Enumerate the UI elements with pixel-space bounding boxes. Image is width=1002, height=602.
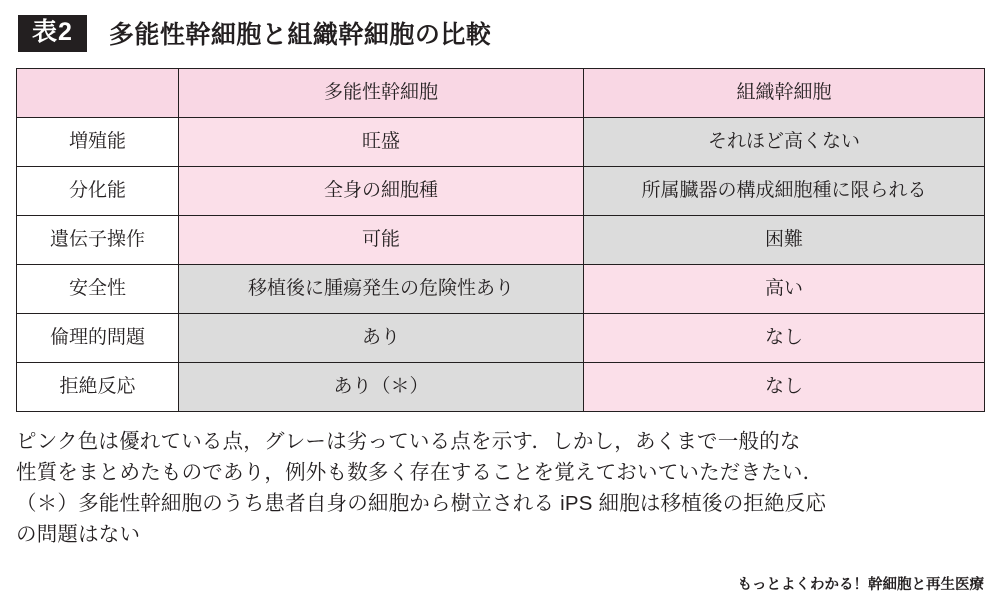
table-row xyxy=(17,314,985,363)
title-row xyxy=(18,10,986,56)
row-label: 増殖能 xyxy=(17,118,179,167)
cell-pluripotent: 全身の細胞種 xyxy=(179,167,584,216)
table-row xyxy=(17,363,985,412)
note-line: の問題はない xyxy=(16,523,141,547)
table-row xyxy=(17,118,985,167)
table-row xyxy=(17,216,985,265)
cell-pluripotent: 移植後に腫瘍発生の危険性あり xyxy=(179,265,584,314)
header-cell-pluripotent: 多能性幹細胞 xyxy=(179,69,584,118)
table-header-row xyxy=(17,69,985,118)
page-title: 多能性幹細胞と組織幹細胞の比較 xyxy=(108,21,492,49)
cell-tissue: 困難 xyxy=(584,216,985,265)
row-label: 分化能 xyxy=(17,167,179,216)
cell-tissue: なし xyxy=(584,314,985,363)
cell-tissue: なし xyxy=(584,363,985,412)
cell-tissue: 所属臓器の構成細胞種に限られる xyxy=(584,167,985,216)
row-label: 安全性 xyxy=(17,265,179,314)
header-cell-blank xyxy=(17,69,179,118)
table-row xyxy=(17,265,985,314)
note-line: ピンク色は優れている点，グレーは劣っている点を示す．しかし，あくまで一般的な xyxy=(16,430,801,453)
cell-pluripotent: 旺盛 xyxy=(179,118,584,167)
figure-note xyxy=(16,426,984,551)
row-label: 倫理的問題 xyxy=(17,314,179,363)
row-label: 遺伝子操作 xyxy=(17,216,179,265)
table-number-badge: 表2 xyxy=(18,15,87,52)
cell-pluripotent: あり（＊） xyxy=(179,363,584,412)
cell-pluripotent: 可能 xyxy=(179,216,584,265)
note-line: 性質をまとめたものであり，例外も数多く存在することを覚えておいていただきたい． xyxy=(16,461,824,485)
row-label: 拒絶反応 xyxy=(17,363,179,412)
cell-tissue: 高い xyxy=(584,265,985,314)
cell-pluripotent: あり xyxy=(179,314,584,363)
source-credit: もっとよくわかる！幹細胞と再生医療 xyxy=(737,577,984,593)
note-line: （＊）多能性幹細胞のうち患者自身の細胞から樹立される iPS 細胞は移植後の拒絶反応 xyxy=(16,492,827,516)
table-row xyxy=(17,167,985,216)
comparison-table xyxy=(16,68,985,412)
header-cell-tissue: 組織幹細胞 xyxy=(584,69,985,118)
cell-tissue: それほど高くない xyxy=(584,118,985,167)
